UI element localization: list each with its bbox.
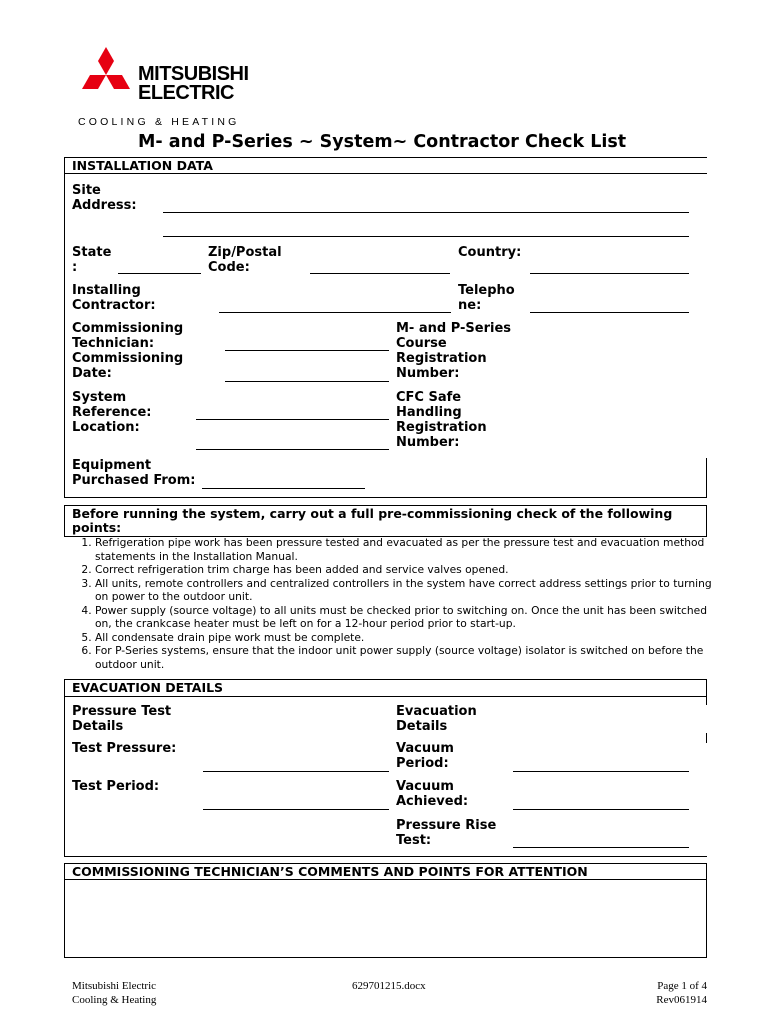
page-title: M- and P-Series ~ System~ Contractor Check List [138, 132, 627, 152]
three-diamonds-icon [76, 47, 136, 103]
test-pressure-label: Test Pressure: [72, 741, 177, 756]
evac-left-border [64, 697, 65, 857]
section-left-border [64, 157, 65, 497]
evac-right-tick-2 [706, 733, 707, 743]
precheck-header: Before running the system, carry out a full pre-commissioning check of the following points: [72, 506, 673, 535]
evac-right-tick [706, 697, 707, 705]
test-period-field[interactable] [203, 809, 389, 810]
section-right-tick [706, 458, 707, 498]
footer-left-1: Mitsubishi Electric [72, 980, 157, 992]
comments-header-rule [64, 879, 707, 880]
pressure-rise-field[interactable] [513, 847, 689, 848]
precheck-item: 3. All units, remote controllers and centralized controllers in the system have correct address settings prior to turning on power to the outdoor unit. [95, 577, 725, 604]
vacuum-achieved-field[interactable] [513, 809, 689, 810]
precheck-item: 6. For P-Series systems, ensure that the indoor unit power supply (source voltage) isolator is switched on before the outdoor unit. [95, 644, 725, 671]
precheck-item: 2. Correct refrigeration trim charge has been added and service valves opened. [95, 563, 725, 577]
system-reference-label: System Reference: Location: [72, 390, 152, 435]
footer-page: Page 1 of 4 [657, 980, 707, 992]
state-field[interactable] [118, 273, 201, 274]
comments-header: COMMISSIONING TECHNICIAN’S COMMENTS AND POINTS FOR ATTENTION [72, 864, 588, 879]
section-rule [64, 173, 707, 174]
footer-left-2: Cooling & Heating [72, 994, 157, 1006]
vacuum-period-field[interactable] [513, 771, 689, 772]
equipment-field[interactable] [202, 488, 365, 489]
state-label: State : [72, 245, 112, 275]
precheck-item: 4. Power supply (source voltage) to all units must be checked prior to switching on. Once the unit has been switched on, the crankcase heater must be left on for a 12-hour period prior to start-up. [95, 604, 725, 631]
country-field[interactable] [530, 273, 689, 274]
brand-line2: ELECTRIC [138, 82, 234, 104]
footer-revision: Rev061914 [656, 994, 707, 1006]
zip-field[interactable] [310, 273, 450, 274]
installing-contractor-field[interactable] [219, 312, 451, 313]
telephone-field[interactable] [530, 312, 689, 313]
evacuation-details-label: Evacuation Details [396, 704, 477, 734]
telephone-label: Telepho ne: [458, 283, 515, 313]
site-address-label: Site Address: [72, 183, 137, 213]
site-address-field-2[interactable] [163, 236, 689, 237]
test-period-label: Test Period: [72, 779, 160, 794]
installing-contractor-label: Installing Contractor: [72, 283, 156, 313]
precheck-item: 5. All condensate drain pipe work must be complete. [95, 631, 725, 645]
location-field[interactable] [196, 449, 389, 450]
test-pressure-field[interactable] [203, 771, 389, 772]
commissioning-technician-field[interactable] [225, 350, 389, 351]
vacuum-achieved-label: Vacuum Achieved: [396, 779, 469, 809]
evac-bottom-rule [64, 856, 707, 857]
precheck-item: 1. Refrigeration pipe work has been pressure tested and evacuated as per the pressure test and evacuation method statements in the Installation Manual. [95, 536, 725, 563]
cfc-registration-label: CFC Safe Handling Registration Number: [396, 390, 487, 450]
evacuation-header: EVACUATION DETAILS [72, 680, 224, 695]
vacuum-period-label: Vacuum Period: [396, 741, 454, 771]
course-registration-label: M- and P-Series Course Registration Number: [396, 321, 512, 381]
commissioning-date-field[interactable] [225, 381, 389, 382]
country-label: Country: [458, 245, 522, 260]
zip-label: Zip/Postal Code: [208, 245, 282, 275]
brand-line1: MITSUBISHI [138, 63, 249, 85]
mitsubishi-logo [76, 47, 136, 103]
commissioning-label: Commissioning Technician: Commissioning Date: [72, 321, 184, 381]
installation-header: INSTALLATION DATA [72, 158, 213, 173]
pressure-rise-label: Pressure Rise Test: [396, 818, 497, 848]
brand-tagline: COOLING & HEATING [78, 116, 240, 128]
system-reference-field[interactable] [196, 419, 389, 420]
section-bottom-rule [64, 497, 707, 498]
pressure-test-details-label: Pressure Test Details [72, 704, 172, 734]
equipment-label: Equipment Purchased From: [72, 458, 196, 488]
site-address-field[interactable] [163, 212, 689, 213]
footer-filename: 629701215.docx [352, 980, 426, 992]
precheck-list [70, 536, 725, 671]
